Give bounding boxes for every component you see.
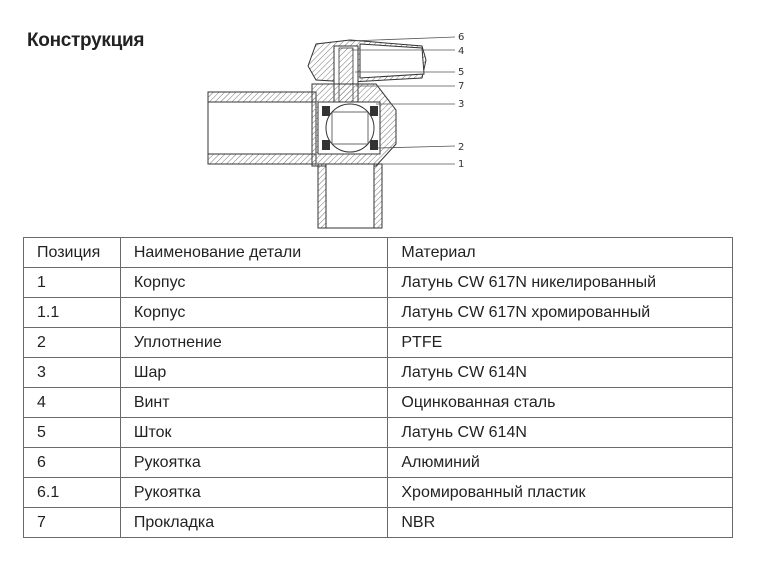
cell-position: 7 [24,508,121,538]
cell-part-name: Корпус [120,268,388,298]
cell-part-name: Уплотнение [120,328,388,358]
cell-part-name: Шар [120,358,388,388]
table-row [24,268,733,298]
cell-part-name: Винт [120,388,388,418]
callout-6: 6 [458,32,465,43]
table-row [24,358,733,388]
table-row [24,418,733,448]
cell-part-name: Корпус [120,298,388,328]
table-row [24,388,733,418]
table-row [24,478,733,508]
cell-position: 2 [24,328,121,358]
cell-material: PTFE [388,328,733,358]
table-row [24,328,733,358]
cell-position: 4 [24,388,121,418]
table-header-row [24,238,733,268]
cell-part-name: Рукоятка [120,478,388,508]
cell-position: 6.1 [24,478,121,508]
cell-position: 1 [24,268,121,298]
section-title: Конструкция [27,30,145,51]
cell-position: 3 [24,358,121,388]
callout-1: 1 [458,159,465,170]
cell-material: Латунь CW 617N никелированный [388,268,733,298]
cell-material: Оцинкованная сталь [388,388,733,418]
cell-position: 1.1 [24,298,121,328]
callout-4: 4 [458,46,465,57]
cell-material: Латунь CW 614N [388,358,733,388]
table-row [24,298,733,328]
header-material: Материал [388,238,733,268]
cell-position: 5 [24,418,121,448]
callout-2: 2 [458,142,465,153]
parts-table [23,237,733,538]
cell-position: 6 [24,448,121,478]
table-row [24,508,733,538]
cell-material: Латунь CW 614N [388,418,733,448]
callout-3: 3 [458,99,465,110]
header-part-name: Наименование детали [120,238,388,268]
cell-material: NBR [388,508,733,538]
cell-material: Хромированный пластик [388,478,733,508]
cell-part-name: Шток [120,418,388,448]
cell-part-name: Рукоятка [120,448,388,478]
cell-material: Алюминий [388,448,733,478]
callout-5: 5 [458,67,465,78]
header-position: Позиция [24,238,121,268]
table-row [24,448,733,478]
cell-part-name: Прокладка [120,508,388,538]
callout-7: 7 [458,81,465,92]
valve-cross-section-drawing [200,26,480,234]
cell-material: Латунь CW 617N хромированный [388,298,733,328]
